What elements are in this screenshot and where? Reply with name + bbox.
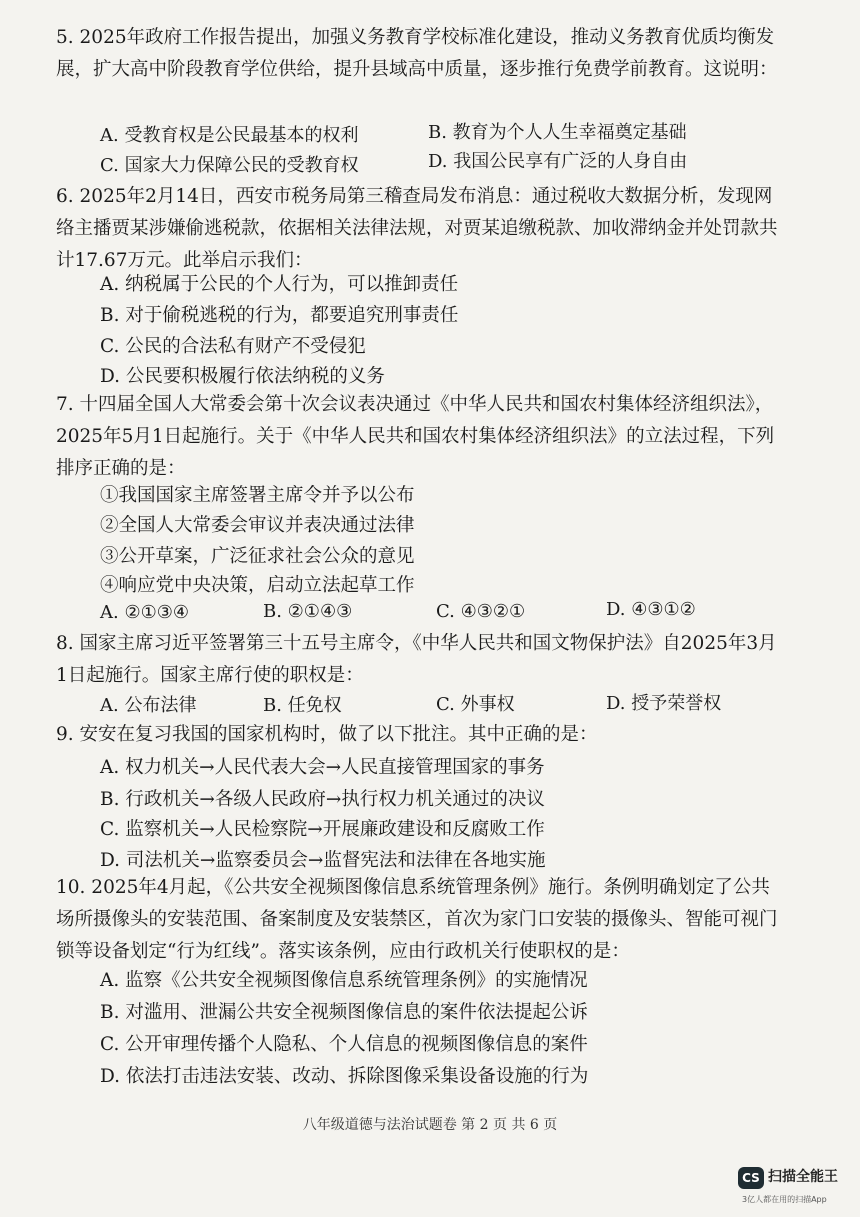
question-10-option-b: B. 对滥用、泄漏公共安全视频图像信息的案件依法提起公诉 bbox=[100, 1002, 588, 1023]
watermark-title: 扫描全能王 bbox=[768, 1169, 838, 1185]
question-10-option-d: D. 依法打击违法安装、改动、拆除图像采集设备设施的行为 bbox=[100, 1066, 589, 1087]
watermark-subtitle: 3亿人都在用的扫描App bbox=[742, 1195, 827, 1204]
question-5-option-b: B. 教育为个人人生幸福奠定基础 bbox=[428, 122, 687, 143]
question-7-stem: 7. 十四届全国人大常委会第十次会议表决通过《中华人民共和国农村集体经济组织法》，2025年5月1日起施行。关于《中华人民共和国农村集体经济组织法》的立法过程，下列排序正确的是： bbox=[56, 394, 775, 479]
question-7-option-c: C. ④③②① bbox=[436, 601, 526, 622]
question-9-option-d: D. 司法机关→监察委员会→监督宪法和法律在各地实施 bbox=[100, 850, 546, 871]
question-6-stem: 6. 2025年2月14日，西安市税务局第三稽查局发布消息：通过税收大数据分析，发现网络主播贾某涉嫌偷逃税款，依据相关法律法规，对贾某追缴税款、加收滞纳金并处罚款共计17.67万元。此举启示我们： bbox=[56, 186, 778, 271]
question-9-option-c: C. 监察机关→人民检察院→开展廉政建设和反腐败工作 bbox=[100, 819, 545, 840]
question-6-option-c: C. 公民的合法私有财产不受侵犯 bbox=[100, 336, 366, 357]
question-6-option-b: B. 对于偷税逃税的行为，都要追究刑事责任 bbox=[100, 305, 459, 326]
question-9-option-b: B. 行政机关→各级人民政府→执行权力机关通过的决议 bbox=[100, 789, 545, 810]
question-7-statement-4: ④响应党中央决策，启动立法起草工作 bbox=[100, 575, 415, 596]
question-8-option-d: D. 授予荣誉权 bbox=[606, 693, 722, 714]
question-6-option-d: D. 公民要积极履行依法纳税的义务 bbox=[100, 366, 385, 387]
question-8-option-a: A. 公布法律 bbox=[100, 695, 197, 716]
question-10-stem: 10. 2025年4月起，《公共安全视频图像信息系统管理条例》施行。条例明确划定了公共场所摄像头的安装范围、备案制度及安装禁区，首次为家门口安装的摄像头、智能可视门锁等设备划定“行为红线”。落实该条例，应由行政机关行使职权的是： bbox=[56, 877, 778, 962]
question-8-stem: 8. 国家主席习近平签署第三十五号主席令，《中华人民共和国文物保护法》自2025年3月1日起施行。国家主席行使的职权是： bbox=[56, 633, 777, 686]
question-5-option-d: D. 我国公民享有广泛的人身自由 bbox=[428, 151, 688, 172]
question-8-option-c: C. 外事权 bbox=[436, 694, 515, 715]
question-5-option-a: A. 受教育权是公民最基本的权利 bbox=[100, 125, 359, 146]
question-7-option-d: D. ④③①② bbox=[606, 599, 696, 620]
question-10-option-c: C. 公开审理传播个人隐私、个人信息的视频图像信息的案件 bbox=[100, 1034, 588, 1055]
question-6-option-a: A. 纳税属于公民的个人行为，可以推卸责任 bbox=[100, 274, 459, 295]
question-7-option-a: A. ②①③④ bbox=[100, 602, 189, 623]
question-5-stem: 5. 2025年政府工作报告提出，加强义务教育学校标准化建设，推动义务教育优质均衡发展，扩大高中阶段教育学位供给，提升县域高中质量，逐步推行免费学前教育。这说明： bbox=[56, 27, 778, 80]
camscanner-logo-icon: CS bbox=[738, 1167, 764, 1189]
question-5-option-c: C. 国家大力保障公民的受教育权 bbox=[100, 155, 359, 176]
question-10-option-a: A. 监察《公共安全视频图像信息系统管理条例》的实施情况 bbox=[100, 970, 588, 991]
question-8-option-b: B. 任免权 bbox=[263, 695, 342, 716]
question-9-option-a: A. 权力机关→人民代表大会→人民直接管理国家的事务 bbox=[100, 757, 545, 778]
question-7-statement-3: ③公开草案，广泛征求社会公众的意见 bbox=[100, 546, 415, 567]
question-7-statement-2: ②全国人大常委会审议并表决通过法律 bbox=[100, 515, 415, 536]
question-9-stem: 9. 安安在复习我国的国家机构时，做了以下批注。其中正确的是： bbox=[56, 724, 598, 745]
question-7-statement-1: ①我国国家主席签署主席令并予以公布 bbox=[100, 485, 415, 506]
question-7-option-b: B. ②①④③ bbox=[263, 601, 353, 622]
page-footer: 八年级道德与法治试题卷 第 2 页 共 6 页 bbox=[302, 1117, 558, 1133]
